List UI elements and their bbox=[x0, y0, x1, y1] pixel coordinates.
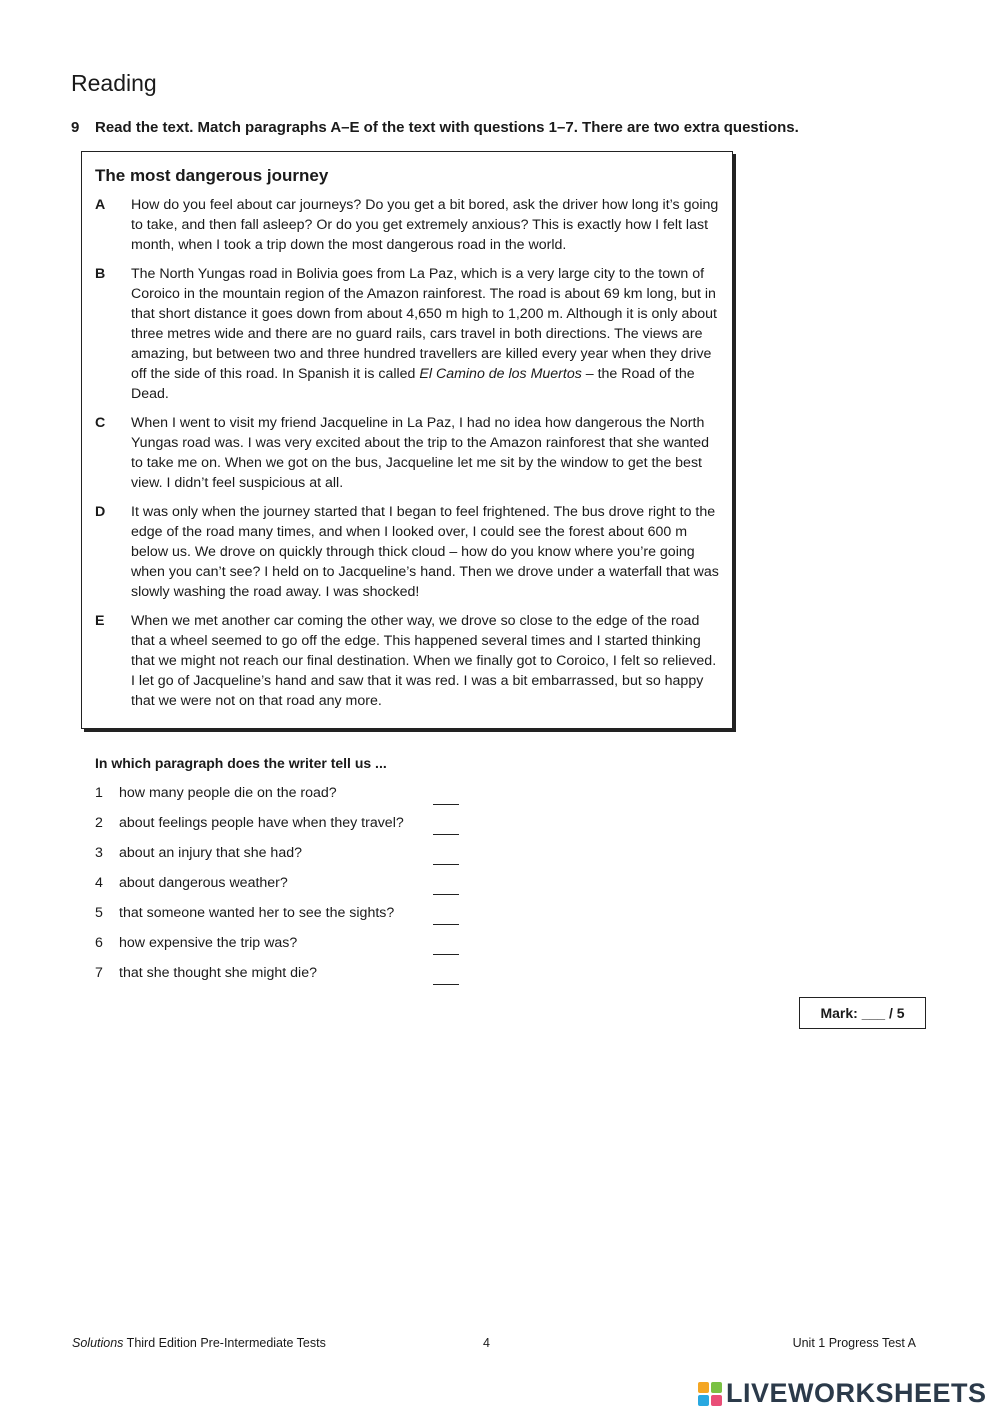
logo-tile bbox=[711, 1395, 722, 1406]
question-item bbox=[95, 935, 465, 965]
paragraph-text-part: The North Yungas road in Bolivia goes from La Paz, which is a very large city to the town of Coroico in the mountain region of the Amazon rainforest. The road is about 69 km long, but in that short distance it goes down from about 4,650 m high to 1,200 m. Although it is only about three metres wide and there are no guard rails, cars travel in both directions. The views are amazing, but between two and three hundred travellers are killed every year when they drive off the side of this road. In Spanish it is called bbox=[131, 266, 717, 382]
question-item bbox=[95, 785, 465, 815]
paragraph-text: How do you feel about car journeys? Do you get a bit bored, ask the driver how long it’s going to take, and then fall asleep? Or do you get extremely anxious? This is exactly how I felt last month, when I took a trip down the most dangerous road in the world. bbox=[131, 197, 719, 253]
answer-blank[interactable] bbox=[433, 876, 459, 895]
logo-tile bbox=[698, 1395, 709, 1406]
question-number: 4 bbox=[95, 875, 103, 891]
questions-intro: In which paragraph does the writer tell us ... bbox=[95, 755, 387, 771]
paragraph-e bbox=[95, 611, 720, 711]
paragraph-b bbox=[95, 264, 720, 404]
question-text: about dangerous weather? bbox=[119, 875, 288, 891]
question-number: 7 bbox=[95, 965, 103, 981]
question-item bbox=[95, 845, 465, 875]
question-text: about an injury that she had? bbox=[119, 845, 302, 861]
liveworksheets-logo-icon bbox=[698, 1382, 722, 1406]
question-list bbox=[95, 785, 465, 995]
footer-unit: Unit 1 Progress Test A bbox=[792, 1336, 916, 1350]
question-item bbox=[95, 965, 465, 995]
brand-name: LIVEWORKSHEETS bbox=[726, 1378, 987, 1408]
question-text: how expensive the trip was? bbox=[119, 935, 298, 951]
question-number: 2 bbox=[95, 815, 103, 831]
instruction-text: Read the text. Match paragraphs A–E of the text with questions 1–7. There are two extra questions. bbox=[95, 119, 799, 136]
paragraph-c bbox=[95, 413, 720, 493]
answer-blank[interactable] bbox=[433, 966, 459, 985]
question-number: 3 bbox=[95, 845, 103, 861]
answer-blank[interactable] bbox=[433, 906, 459, 925]
paragraph-a bbox=[95, 195, 720, 255]
reading-text-box bbox=[81, 151, 733, 729]
paragraph-text: It was only when the journey started that I began to feel frightened. The bus drove right to the edge of the road many times, and when I looked over, I could see the forest about 600 m below us. We drove on quickly through thick cloud – how do you know where you’re going when you can’t see? I held on to Jacqueline’s hand. Then we drove under a waterfall that was slowly washing the road away. I was shocked! bbox=[131, 504, 719, 600]
logo-tile bbox=[698, 1382, 709, 1393]
paragraph-text bbox=[131, 264, 720, 404]
paragraph-letter: E bbox=[95, 613, 105, 629]
answer-blank[interactable] bbox=[433, 846, 459, 865]
question-item bbox=[95, 875, 465, 905]
question-number: 6 bbox=[95, 935, 103, 951]
article-title: The most dangerous journey bbox=[95, 166, 329, 185]
logo-tile bbox=[711, 1382, 722, 1393]
paragraph-letter: C bbox=[95, 415, 106, 431]
paragraph-letter: B bbox=[95, 266, 106, 282]
question-item bbox=[95, 815, 465, 845]
exercise-instruction bbox=[71, 119, 799, 136]
paragraph-text-part: – the Road of the Dead. bbox=[131, 366, 695, 402]
question-text: that she thought she might die? bbox=[119, 965, 317, 981]
paragraph-letter: A bbox=[95, 197, 106, 213]
question-number: 5 bbox=[95, 905, 103, 921]
question-text: about feelings people have when they travel? bbox=[119, 815, 404, 831]
answer-blank[interactable] bbox=[433, 936, 459, 955]
exercise-number: 9 bbox=[71, 119, 80, 136]
section-title: Reading bbox=[71, 70, 157, 96]
question-text: how many people die on the road? bbox=[119, 785, 337, 801]
footer-page-number: 4 bbox=[483, 1336, 490, 1350]
paragraph-text: When we met another car coming the other way, we drove so close to the edge of the road that a wheel seemed to go off the edge. This happened several times and I started thinking that we might not reach our final destination. When we finally got to Coroico, I felt so relieved. I let go of Jacqueline’s hand and saw that it was red. I was a bit embarrassed, but so happy that we were not on that road any more. bbox=[131, 613, 717, 709]
question-number: 1 bbox=[95, 785, 103, 801]
mark-box: Mark: ___ / 5 bbox=[799, 997, 926, 1029]
paragraph-d bbox=[95, 502, 720, 602]
spanish-road-name: El Camino de los Muertos bbox=[419, 366, 582, 382]
footer-book-rest: Third Edition Pre-Intermediate Tests bbox=[123, 1336, 326, 1350]
footer-book-title bbox=[72, 1336, 326, 1350]
answer-blank[interactable] bbox=[433, 816, 459, 835]
paragraph-text: When I went to visit my friend Jacqueline in La Paz, I had no idea how dangerous the North Yungas road was. I was very excited about the trip to the Amazon rainforest that she wanted to take me on. When we got on the bus, Jacqueline let me sit by the window to get the best view. I didn’t feel suspicious at all. bbox=[131, 415, 710, 491]
question-text: that someone wanted her to see the sights? bbox=[119, 905, 395, 921]
paragraph-letter: D bbox=[95, 504, 106, 520]
answer-blank[interactable] bbox=[433, 786, 459, 805]
footer-book-italic: Solutions bbox=[72, 1336, 124, 1350]
liveworksheets-brand[interactable] bbox=[698, 1378, 987, 1409]
question-item bbox=[95, 905, 465, 935]
